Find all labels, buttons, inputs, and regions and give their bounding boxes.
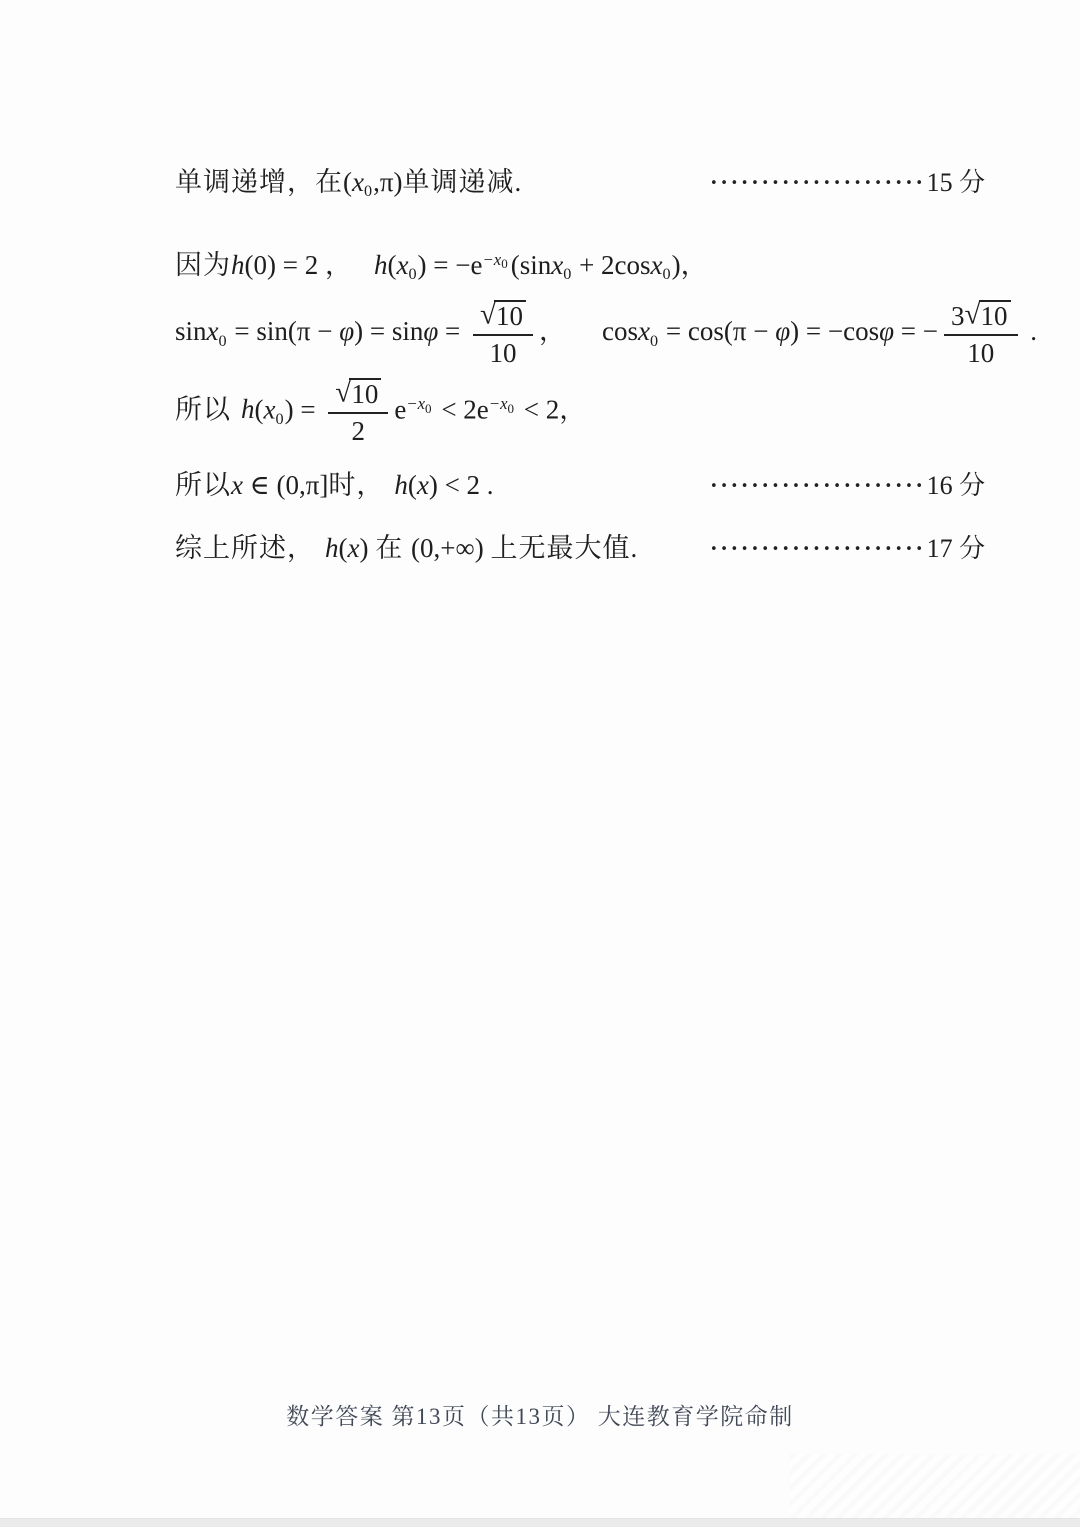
fraction-3sqrt10-over-10 bbox=[944, 300, 1018, 368]
trig-values-line bbox=[175, 300, 1037, 368]
math-token: (0,+∞) bbox=[410, 533, 491, 563]
math-token: )， bbox=[671, 250, 708, 280]
math-var-x: x bbox=[263, 394, 276, 425]
math-var-x: x bbox=[650, 250, 663, 280]
math-token: ) = −cos bbox=[790, 316, 880, 347]
radicand: 10 bbox=[979, 300, 1011, 331]
math-token: sin bbox=[175, 316, 207, 347]
denominator: 10 bbox=[473, 334, 533, 368]
math-token: ( bbox=[387, 250, 397, 280]
exponent-neg-x0 bbox=[482, 249, 508, 272]
dotted-leader: ••••••••••••••••••••• bbox=[710, 176, 926, 191]
math-token: ,π) bbox=[373, 167, 403, 197]
cjk-text: 时， bbox=[328, 470, 385, 500]
math-var-h: h bbox=[394, 470, 408, 500]
math-token: −x bbox=[488, 394, 508, 414]
math-token: ( bbox=[338, 533, 348, 563]
page-bottom-edge bbox=[0, 1518, 1080, 1527]
math-var-h: h bbox=[231, 250, 245, 280]
math-token: cos bbox=[602, 316, 639, 347]
exponent-neg-x0 bbox=[488, 394, 515, 416]
math-token: ( bbox=[407, 470, 417, 500]
radical-10 bbox=[480, 300, 526, 331]
denominator: 10 bbox=[944, 334, 1018, 368]
score-leader-16 bbox=[710, 465, 985, 502]
cjk-text: 单调递减. bbox=[402, 167, 523, 197]
score-mark-16: 16 分 bbox=[926, 471, 986, 500]
math-token: ， bbox=[539, 316, 567, 347]
radicand: 10 bbox=[349, 378, 381, 409]
cjk-text: 所以 bbox=[175, 394, 231, 425]
math-var-x: x bbox=[206, 316, 219, 347]
math-token: . bbox=[1023, 316, 1037, 347]
subscript-zero: 0 bbox=[650, 331, 659, 350]
interval-conclusion bbox=[175, 463, 494, 502]
math-var-phi: φ bbox=[339, 316, 355, 347]
math-token: = sin(π − bbox=[227, 316, 340, 347]
subscript-zero: 0 bbox=[408, 265, 417, 284]
math-token: −x bbox=[406, 394, 426, 414]
math-var-h: h bbox=[241, 394, 255, 425]
math-var-phi: φ bbox=[879, 316, 895, 347]
math-var-phi: φ bbox=[423, 316, 439, 347]
score-leader-15 bbox=[710, 162, 985, 199]
exponent-neg-x0 bbox=[406, 394, 432, 416]
subscript-zero: 0 bbox=[275, 409, 284, 428]
math-var-x: x bbox=[551, 250, 564, 280]
math-token: = bbox=[438, 316, 468, 347]
math-token: ) = sin bbox=[354, 316, 424, 347]
subscript-zero: 0 bbox=[425, 400, 432, 416]
cjk-text: 所以 bbox=[175, 470, 231, 500]
subscript-zero: 0 bbox=[662, 265, 671, 284]
math-e: e bbox=[476, 394, 489, 425]
math-token: = cos(π − bbox=[659, 316, 776, 347]
subscript-zero: 0 bbox=[563, 265, 572, 284]
denominator: 2 bbox=[328, 412, 388, 446]
math-var-phi: φ bbox=[775, 316, 791, 347]
score-leader-17 bbox=[710, 528, 985, 565]
math-var-x: x bbox=[416, 470, 429, 500]
math-var-x: x bbox=[638, 316, 651, 347]
cjk-text: 上无最大值. bbox=[490, 533, 639, 563]
h-derivative-equation bbox=[175, 243, 708, 282]
math-e: e bbox=[470, 250, 483, 280]
math-token: ∈ (0,π] bbox=[242, 470, 329, 500]
final-conclusion bbox=[175, 526, 638, 565]
math-e: e bbox=[394, 394, 407, 425]
math-var-h: h bbox=[325, 533, 339, 563]
cos-x0-equation bbox=[602, 298, 1037, 369]
numerator-coefficient: 3 bbox=[950, 301, 965, 331]
dotted-leader: ••••••••••••••••••••• bbox=[710, 479, 926, 494]
cjk-text: 单调递增，在 bbox=[175, 167, 343, 197]
math-token: ) = bbox=[284, 394, 323, 425]
math-token: ( bbox=[254, 394, 264, 425]
sin-x0-equation bbox=[175, 298, 567, 369]
math-token: (sin bbox=[510, 250, 552, 280]
radical-sign-icon: √ bbox=[480, 298, 497, 331]
hx0-inequality bbox=[175, 378, 586, 446]
math-token: < 2， bbox=[517, 394, 587, 425]
math-token: < 2 bbox=[434, 394, 477, 425]
score-mark-15: 15 分 bbox=[926, 168, 986, 197]
math-token: ( bbox=[343, 167, 352, 197]
radical-sign-icon: √ bbox=[964, 298, 981, 331]
radicand: 10 bbox=[494, 300, 526, 331]
math-var-x: x bbox=[396, 250, 409, 280]
radical-10 bbox=[964, 300, 1010, 331]
math-var-x: x bbox=[352, 167, 364, 197]
math-var-x: x bbox=[231, 470, 243, 500]
math-token: (0) = 2 ， bbox=[244, 250, 352, 280]
fraction-sqrt10-over-10 bbox=[473, 300, 533, 368]
score-mark-17: 17 分 bbox=[926, 534, 986, 563]
radical-sign-icon: √ bbox=[335, 376, 352, 409]
subscript-zero: 0 bbox=[218, 331, 227, 350]
monotonic-statement bbox=[175, 160, 522, 199]
math-token: + 2cos bbox=[572, 250, 651, 280]
math-var-h: h bbox=[373, 250, 388, 280]
dotted-leader: ••••••••••••••••••••• bbox=[710, 542, 926, 557]
math-token: −x bbox=[482, 249, 502, 269]
scan-artifact-texture bbox=[790, 1454, 1080, 1518]
cjk-text: 因为 bbox=[175, 250, 231, 280]
subscript-zero: 0 bbox=[507, 400, 515, 416]
math-token: ) = − bbox=[417, 250, 471, 280]
page-footer: 数学答案 第13页（共13页） 大连教育学院命制 bbox=[286, 1404, 794, 1429]
math-token: ) bbox=[359, 533, 376, 563]
math-token: ) < 2 . bbox=[428, 470, 494, 500]
math-var-x: x bbox=[347, 533, 360, 563]
cjk-text: 在 bbox=[375, 533, 411, 563]
math-token: = − bbox=[894, 316, 938, 347]
cjk-text: 综上所述， bbox=[175, 533, 315, 563]
fraction-sqrt10-over-2 bbox=[328, 378, 388, 446]
subscript-zero: 0 bbox=[363, 182, 373, 201]
subscript-zero: 0 bbox=[501, 256, 508, 272]
radical-10 bbox=[335, 378, 381, 409]
